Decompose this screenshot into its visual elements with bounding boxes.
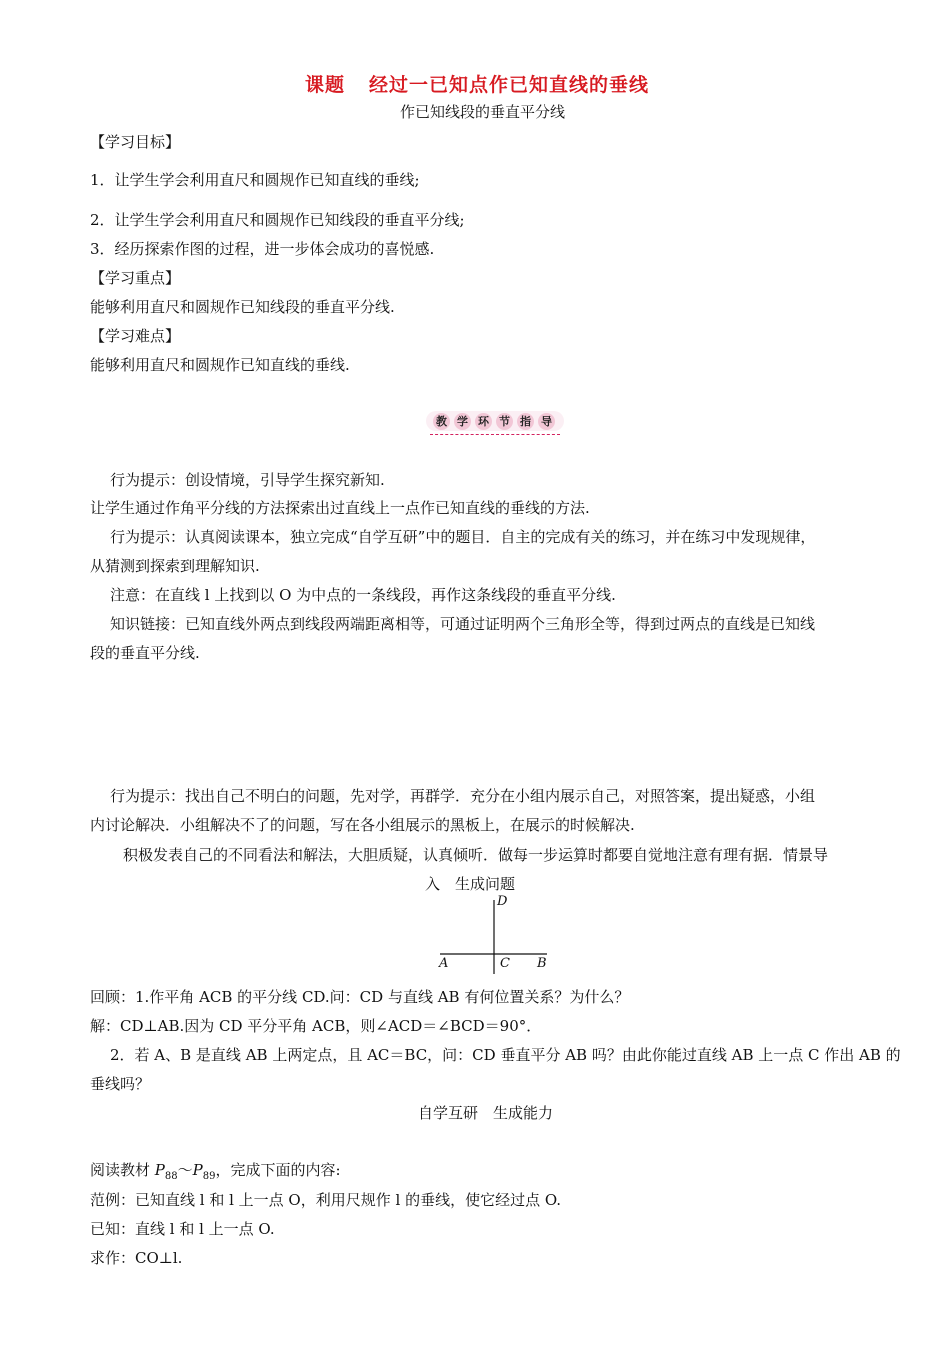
review-answer: 解：CD⊥AB.因为 CD 平分平角 ACB，则∠ACD＝∠BCD＝90°．: [90, 1017, 542, 1035]
difficulty-text: 能够利用直尺和圆规作已知直线的垂线.: [90, 356, 350, 374]
objectives-heading: 【学习目标】: [90, 133, 181, 151]
banner-char: 教: [433, 413, 450, 430]
review-question: 回顾：1.作平角 ACB 的平分线 CD.问：CD 与直线 AB 有何位置关系？为什么？: [90, 988, 630, 1006]
example-find: 求作：CO⊥l.: [90, 1249, 183, 1267]
example-text: 范例：已知直线 l 和 l 上一点 O，利用尺规作 l 的垂线，使它经过点 O.: [90, 1191, 562, 1209]
banner-char: 指: [517, 413, 534, 430]
guide-paragraph: 让学生通过作角平分线的方法探索出过直线上一点作已知直线的垂线的方法.: [90, 499, 590, 517]
banner-char: 环: [475, 413, 492, 430]
difficulty-heading: 【学习难点】: [90, 327, 181, 345]
objective-item: 1．让学生学会利用直尺和圆规作已知直线的垂线;: [90, 171, 420, 189]
group-paragraph: 积极发表自己的不同看法和解法，大胆质疑，认真倾听．做每一步运算时都要自觉地注意有理有据．情景导: [123, 846, 829, 864]
section-heading: 自学互研 生成能力: [418, 1104, 554, 1122]
example-given: 已知：直线 l 和 l 上一点 O.: [90, 1220, 275, 1238]
title-prefix: 课题: [305, 74, 346, 96]
banner-char: 学: [454, 413, 471, 430]
guide-paragraph: 注意：在直线 l 上找到以 O 为中点的一条线段，再作这条线段的垂直平分线.: [110, 586, 616, 604]
group-paragraph: 行为提示：找出自己不明白的问题，先对学，再群学．充分在小组内展示自己，对照答案，提出疑惑，小组: [110, 787, 816, 805]
page-p89-sub: 89: [202, 1171, 216, 1182]
banner-char: 节: [496, 413, 513, 430]
guide-paragraph: 从猜测到探索到理解知识.: [90, 557, 260, 575]
page-p88-sub: 88: [164, 1171, 178, 1182]
guide-paragraph: 段的垂直平分线.: [90, 644, 200, 662]
page-title: [305, 70, 649, 97]
reading-suffix: ，完成下面的内容:: [215, 1161, 341, 1179]
objective-item: 3．经历探索作图的过程，进一步体会成功的喜悦感.: [90, 240, 435, 258]
guide-paragraph: 行为提示：创设情境，引导学生探究新知.: [110, 471, 385, 489]
key-point-heading: 【学习重点】: [90, 269, 181, 287]
group-paragraph: 内讨论解决．小组解决不了的问题，写在各小组展示的黑板上，在展示的时候解决.: [90, 816, 635, 834]
label-a: A: [439, 956, 449, 971]
review-question: 垂线吗？: [90, 1075, 151, 1093]
page-subtitle: 作已知线段的垂直平分线: [400, 103, 566, 121]
label-d: D: [497, 894, 508, 909]
section-heading: 入 生成问题: [425, 875, 516, 893]
reading-prefix: 阅读教材: [90, 1161, 155, 1179]
banner-underline: [430, 434, 560, 435]
page-p89: P: [192, 1161, 203, 1179]
guide-paragraph: 知识链接：已知直线外两点到线段两端距离相等，可通过证明两个三角形全等，得到过两点的直线是已知线: [110, 615, 816, 633]
perpendicular-figure: [430, 892, 560, 982]
review-question: 2．若 A、B 是直线 AB 上两定点，且 AC＝BC，问：CD 垂直平分 AB 吗？由此你能过直线 AB 上一点 C 作出 AB 的: [110, 1046, 901, 1064]
label-c: C: [500, 956, 510, 971]
title-main: 经过一已知点作已知直线的垂线: [369, 74, 650, 96]
reading-tilde: ～: [177, 1161, 193, 1179]
objective-item: 2．让学生学会利用直尺和圆规作已知线段的垂直平分线;: [90, 211, 465, 229]
banner-char: 导: [538, 413, 555, 430]
reading-instruction: [90, 1160, 341, 1187]
guide-paragraph: 行为提示：认真阅读课本，独立完成“自学互研”中的题目．自主的完成有关的练习，并在练习中发现规律，: [110, 528, 816, 546]
key-point-text: 能够利用直尺和圆规作已知线段的垂直平分线.: [90, 298, 395, 316]
page-p88: P: [154, 1161, 165, 1179]
teaching-guide-banner: [426, 411, 564, 437]
label-b: B: [537, 956, 547, 971]
